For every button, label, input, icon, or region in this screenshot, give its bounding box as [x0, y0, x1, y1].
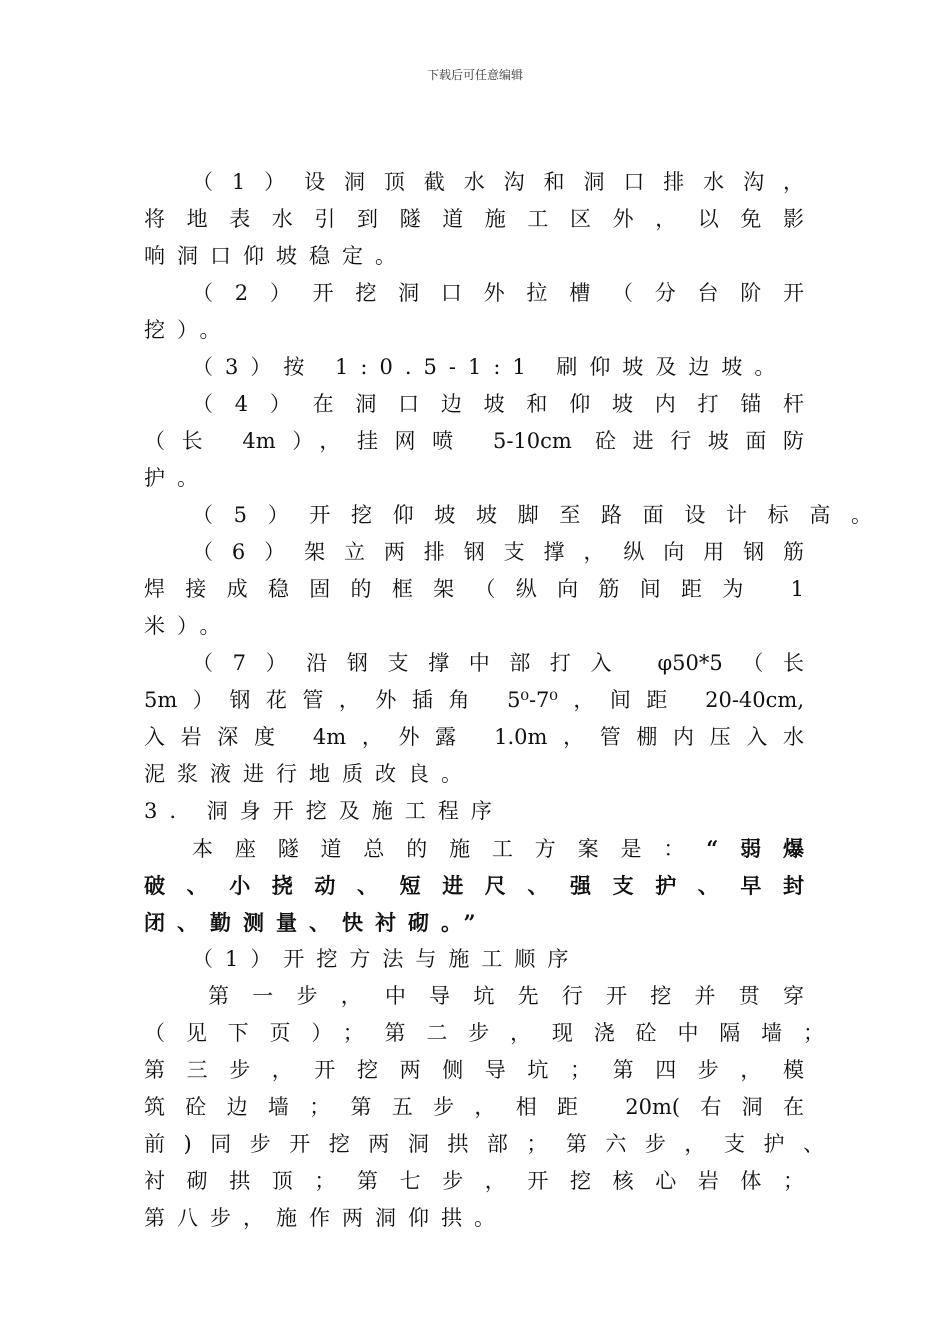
text-line: 第八步，施作两洞仰拱。	[144, 1206, 507, 1230]
text-line-bold: 破、小挠动、短进尺、强支护、早封	[144, 873, 804, 898]
text-line-bold: 闭、勤测量、快衬砌。”	[144, 910, 488, 935]
text-line: 前)同步开挖两洞拱部；第六步，支护、	[144, 1132, 824, 1156]
text-line: （2）开挖洞口外拉槽（分台阶开	[192, 281, 804, 305]
section-heading: 3. 洞身开挖及施工程序	[144, 799, 504, 823]
emphasis-span: “弱爆	[706, 836, 804, 861]
text-line	[144, 830, 804, 867]
text-line: 将地表水引到隧道施工区外，以免影	[144, 207, 804, 231]
text-line: 第三步，开挖两侧导坑；第四步，模	[144, 1058, 804, 1082]
text-line: （6）架立两排钢支撑，纵向用钢筋	[192, 540, 804, 564]
text-line: （3）按 1:0.5-1:1 刷仰坡及边坡。	[192, 355, 788, 379]
text-line: 衬砌拱顶；第七步，开挖核心岩体；	[144, 1169, 804, 1193]
page-header: 下载后可任意编辑	[426, 68, 523, 82]
text-line: 米）。	[144, 614, 233, 638]
text-line: （见下页）；第二步，现浇砼中隔墙；	[144, 1021, 824, 1045]
text-line: 响洞口仰坡稳定。	[144, 244, 408, 268]
text-line: 第一步，中导坑先行开挖并贯穿	[208, 984, 804, 1008]
text-span: 本座隧道总的施工方案是：	[192, 837, 707, 861]
text-line: 5m）钢花管，外插角 5⁰-7⁰，间距 20-40cm,	[144, 688, 804, 712]
document-body	[144, 164, 872, 1237]
text-line: 挖）。	[144, 318, 233, 342]
text-line: 入岩深度 4m，外露 1.0m，管棚内压入水	[144, 725, 804, 749]
text-line: （5）开挖仰坡坡脚至路面设计标高。	[192, 503, 872, 527]
subsection-heading: （1）开挖方法与施工顺序	[192, 947, 581, 971]
text-line: （7）沿钢支撑中部打入 φ50*5（长	[192, 651, 804, 675]
text-line: 焊接成稳固的框架（纵向筋间距为 1	[144, 577, 804, 601]
text-line: 筑砼边墙；第五步，相距 20m(右洞在	[144, 1095, 804, 1119]
text-line: （长 4m），挂网喷 5-10cm 砼进行坡面防	[144, 429, 804, 453]
text-line: 泥浆液进行地质改良。	[144, 762, 474, 786]
text-line: （1）设洞顶截水沟和洞口排水沟，	[192, 170, 804, 194]
text-line: （4）在洞口边坡和仰坡内打锚杆	[192, 392, 804, 416]
text-line: 护。	[144, 466, 210, 490]
